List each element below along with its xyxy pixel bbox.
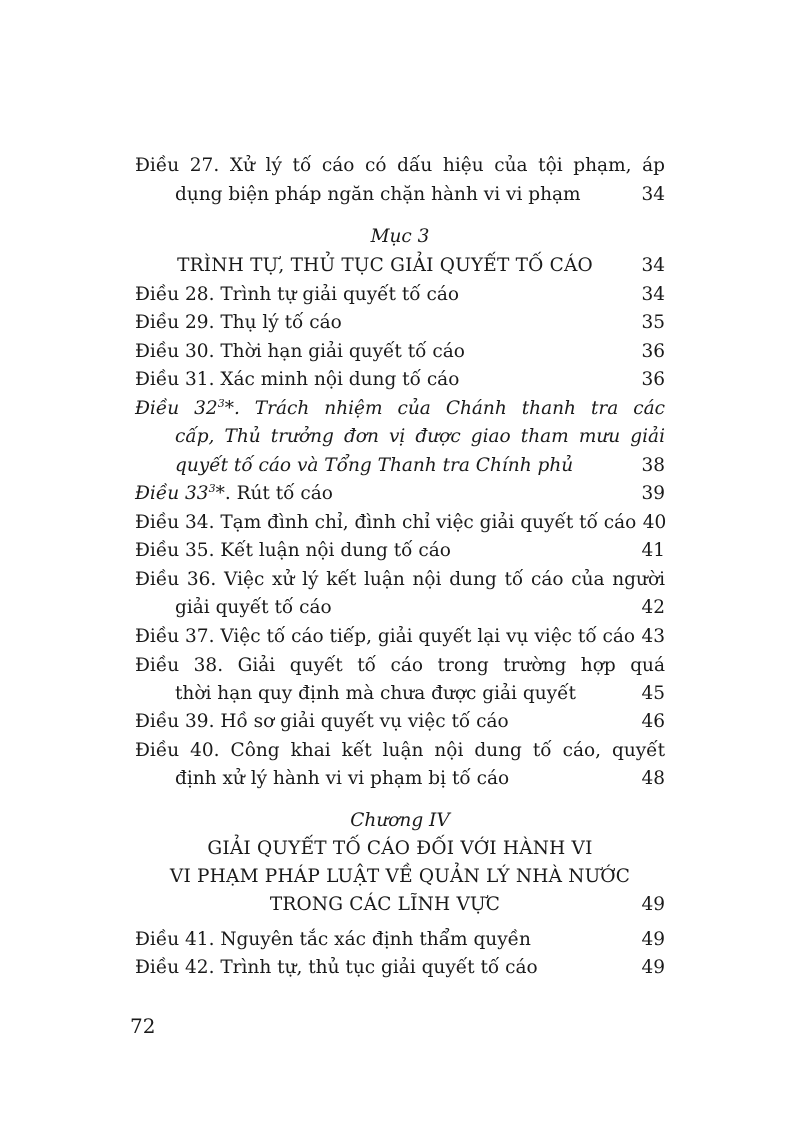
toc-page-number: 49 [641,894,665,915]
toc-page-number: 36 [641,341,665,362]
section-title: TRÌNH TỰ, THỦ TỤC GIẢI QUYẾT TỐ CÁO [177,255,593,276]
toc-entry-art37 [135,626,665,647]
toc-page-number: 35 [641,312,665,333]
toc-entry-art27-line2 [175,184,665,205]
toc-entry-text: Điều 34. Tạm đình chỉ, đình chỉ việc giải quyết tố cáo [135,512,637,533]
toc-page-number: 42 [641,597,665,618]
toc-entry-text: Điều 35. Kết luận nội dung tố cáo [135,540,451,561]
toc-entry-text: Điều 30. Thời hạn giải quyết tố cáo [135,341,465,362]
toc-page-number: 34 [641,184,665,205]
toc-entry-art30 [135,341,665,362]
toc-entry-art32-line2: cấp, Thủ trưởng đơn vị được giao tham mưu giải [175,426,665,447]
toc-entry-art39 [135,711,665,732]
toc-entry-text: Điều 39. Hồ sơ giải quyết vụ việc tố cáo [135,711,509,732]
toc-entry-text: dụng biện pháp ngăn chặn hành vi vi phạm [175,184,581,205]
chapter-title-text: TRONG CÁC LĨNH VỰC [269,894,501,915]
toc-entry-art27-line1: Điều 27. Xử lý tố cáo có dấu hiệu của tội phạm, áp [135,155,665,176]
toc-entry-text: Điều 37. Việc tố cáo tiếp, giải quyết lại vụ việc tố cáo [135,626,636,647]
chapter-title-line3 [135,894,665,915]
toc-entry-art32-line3 [175,455,665,476]
toc-entry-text: quyết tố cáo và Tổng Thanh tra Chính phủ [175,455,574,476]
toc-entry-text: thời hạn quy định mà chưa được giải quyết [175,683,576,704]
toc-entry-text: Điều 31. Xác minh nội dung tố cáo [135,369,460,390]
toc-entry-art33 [135,483,665,504]
toc-page-number: 49 [641,929,665,950]
toc-entry-art35 [135,540,665,561]
toc-entry-text: định xử lý hành vi vi phạm bị tố cáo [175,768,510,789]
toc-entry-art36-line2 [175,597,665,618]
toc-entry-art34 [135,512,665,533]
toc-entry-art36-line1: Điều 36. Việc xử lý kết luận nội dung tố cáo của người [135,569,665,590]
chapter-title-line1: GIẢI QUYẾT TỐ CÁO ĐỐI VỚI HÀNH VI [207,838,593,859]
toc-page-number: 48 [641,768,665,789]
toc-entry-art40-line2 [175,768,665,789]
toc-page-number: 40 [642,512,667,533]
toc-page-number: 34 [641,255,665,276]
toc-entry-art38-line1: Điều 38. Giải quyết tố cáo trong trường hợp quá [135,655,665,676]
toc-entry-text: Điều $33^3*$. Rút tố cáo [135,481,333,504]
toc-entry-art29 [135,312,665,333]
toc-entry-art32-line1: Điều $32^3*$. Trách nhiệm của Chánh thanh tra các [135,396,665,419]
toc-page-number: 49 [641,957,665,978]
toc-page-number: 46 [641,711,665,732]
toc-entry-text: Điều 41. Nguyên tắc xác định thẩm quyền [135,929,531,950]
toc-entry-art40-line1: Điều 40. Công khai kết luận nội dung tố cáo, quyết [135,740,665,761]
toc-page-number: 45 [641,683,665,704]
toc-entry-art31 [135,369,665,390]
chapter-label: Chương IV [350,810,450,831]
toc-entry-text: Điều 42. Trình tự, thủ tục giải quyết tố cáo [135,957,538,978]
toc-entry-art28 [135,284,665,305]
toc-entry-text: Điều 28. Trình tự giải quyết tố cáo [135,284,460,305]
toc-entry-art41 [135,929,665,950]
page-number: 72 [130,1014,156,1038]
toc-page-number: 43 [641,626,666,647]
toc-entry-text: Điều 29. Thụ lý tố cáo [135,312,342,333]
section-heading [135,255,665,276]
toc-page-number: 39 [641,483,665,504]
toc-entry-text: giải quyết tố cáo [175,597,332,618]
toc-page-number: 38 [641,455,665,476]
toc-page-number: 36 [641,369,665,390]
toc-entry-art38-line2 [175,683,665,704]
toc-page-number: 34 [641,284,665,305]
toc-entry-art42 [135,957,665,978]
section-label: Mục 3 [370,226,430,247]
chapter-title-line2: VI PHẠM PHÁP LUẬT VỀ QUẢN LÝ NHÀ NƯỚC [169,866,631,887]
toc-page-number: 41 [641,540,665,561]
